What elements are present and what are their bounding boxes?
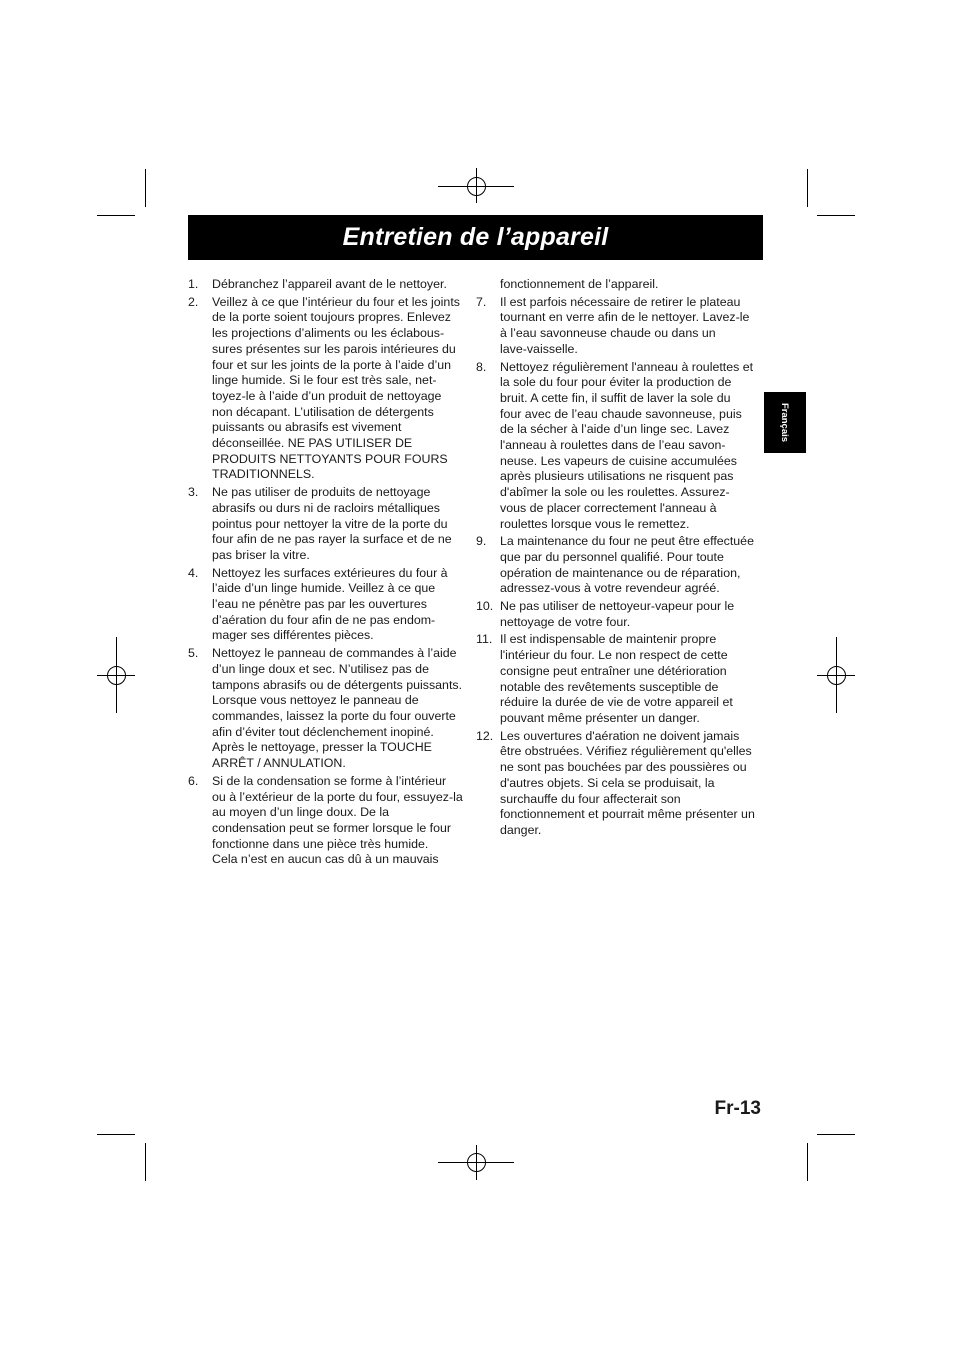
item-text: Nettoyez le panneau de commandes à l’aide d’un linge doux et sec. N’utilisez pas de tampons abrasifs ou de détergents puissants. Lorsque vous nettoyez le panneau de commandes, laissez la porte du four ouverte afin d’éviter tout déclenchement inopiné. Après le nettoyage, presser la TOUCHE ARRÊT / ANNULATION. [212, 646, 463, 771]
item-number: 9. [476, 534, 487, 549]
title-bar [188, 215, 763, 260]
instruction-list-right [476, 295, 762, 839]
item-number: 8. [476, 359, 487, 374]
list-item [476, 729, 762, 839]
item-text: Nettoyez régulièrement l'anneau à roulettes et la sole du four pour éviter la production de bruit. A cette fin, il suffit de laver la sole du four avec de l’eau chaude savonneuse, puis de la sécher à l’aide d’un linge sec. Lavez l'anneau à roulettes dans de l’eau savon- neuse. Les vapeurs de cuisine accumulées après plusieurs utilisations ne risquent pas d'abîmer la sole ou les roulettes. Assurez- vous de placer correctement l'anneau à roulettes lorsque vous le remettez. [500, 359, 754, 531]
item-number: 11. [476, 632, 493, 647]
list-item [188, 774, 470, 868]
item-text: Veillez à ce que l’intérieur du four et les joints de la porte soient toujours propres. Enlevez les projections d’aliments ou les éclabous- sures présentes sur les parois intérieures du four et sur les joints de la porte à l’aide d’un linge humide. Si le four est très sale, net- toyez-le à l’aide d’un produit de nettoyage non décapant. L’utilisation de détergents puissants ou abrasifs est vivement déconseillée. NE PAS UTILISER DE PRODUITS NETTOYANTS POUR FOURS TRADITIONNELS. [212, 294, 460, 482]
continued-text: fonctionnement de l’appareil. [500, 277, 659, 291]
list-item [476, 360, 762, 533]
crop-mark [145, 1143, 146, 1181]
instruction-list-left [188, 277, 470, 868]
item-text: Il est parfois nécessaire de retirer le plateau tournant en verre afin de le nettoyer. Lavez-le à l’eau savonneuse chaude ou dans un lave-vaisselle. [500, 294, 750, 356]
item-text: Nettoyez les surfaces extérieures du four à l’aide d’un linge humide. Veillez à ce que l’eau ne pénètre pas par les ouvertures d’aération du four afin de ne pas endom- mager ses différentes pièces. [212, 565, 448, 643]
crop-mark [817, 1134, 855, 1135]
item-text: Les ouvertures d'aération ne doivent jamais être obstruées. Vérifiez régulièrement qu'elles ne sont pas bouchées par des poussières ou d'autres objets. Si cela se produisait, la surchauffe du four affecterait son fonctionnement et pourrait même présenter un danger. [500, 728, 755, 837]
item-text: Si de la condensation se forme à l’intérieur ou à l’extérieur de la porte du four, essuyez-la au moyen d’un linge doux. De la condensation peut se former lorsque le four fonctionne dans une pièce très humide. Cela n’est en aucun cas dû à un mauvais [212, 773, 463, 867]
list-item [188, 485, 470, 564]
item-text: La maintenance du four ne peut être effectuée que par du personnel qualifié. Pour toute opération de maintenance ou de réparation, adressez-vous à votre revendeur agréé. [500, 534, 754, 596]
list-item [188, 566, 470, 645]
list-item [476, 534, 762, 597]
crop-mark [97, 215, 135, 216]
crop-mark [97, 1134, 135, 1135]
page-title: Entretien de l’appareil [342, 223, 609, 251]
list-item [476, 599, 762, 630]
list-item [476, 295, 762, 358]
page-number: Fr-13 [714, 1098, 761, 1119]
crop-mark [807, 169, 808, 207]
item-number: 5. [188, 646, 199, 661]
list-item [188, 295, 470, 483]
item-number: 12. [476, 728, 494, 743]
item-number: 3. [188, 485, 199, 500]
crop-mark [807, 1143, 808, 1181]
item-number: 6. [188, 773, 199, 788]
item-text: Il est indispensable de maintenir propre l'intérieur du four. Le non respect de cette consigne peut entraîner une détérioration notable des revêtements susceptible de réduire la durée de vie de votre appareil et pouvant même présenter un danger. [500, 632, 733, 725]
item-number: 2. [188, 294, 199, 309]
item-text: Débranchez l’appareil avant de le nettoyer. [212, 277, 447, 291]
item-number: 7. [476, 294, 487, 309]
list-item [476, 632, 762, 726]
item-number: 1. [188, 277, 199, 291]
item-text: Ne pas utiliser de produits de nettoyage abrasifs ou durs ni de racloirs métalliques pointus pour nettoyer la vitre de la porte du four afin de ne pas rayer la surface et de ne pas briser la vitre. [212, 485, 452, 562]
language-tab [764, 392, 806, 453]
list-item [188, 277, 470, 293]
item-number: 10. [476, 599, 494, 614]
crop-mark [145, 169, 146, 207]
crop-mark [817, 215, 855, 216]
list-item [188, 646, 470, 772]
left-column [188, 277, 470, 870]
right-column [476, 277, 762, 841]
item-number: 4. [188, 565, 199, 580]
language-tab-label: Français [779, 402, 791, 443]
item-text: Ne pas utiliser de nettoyeur-vapeur pour le nettoyage de votre four. [500, 599, 735, 629]
